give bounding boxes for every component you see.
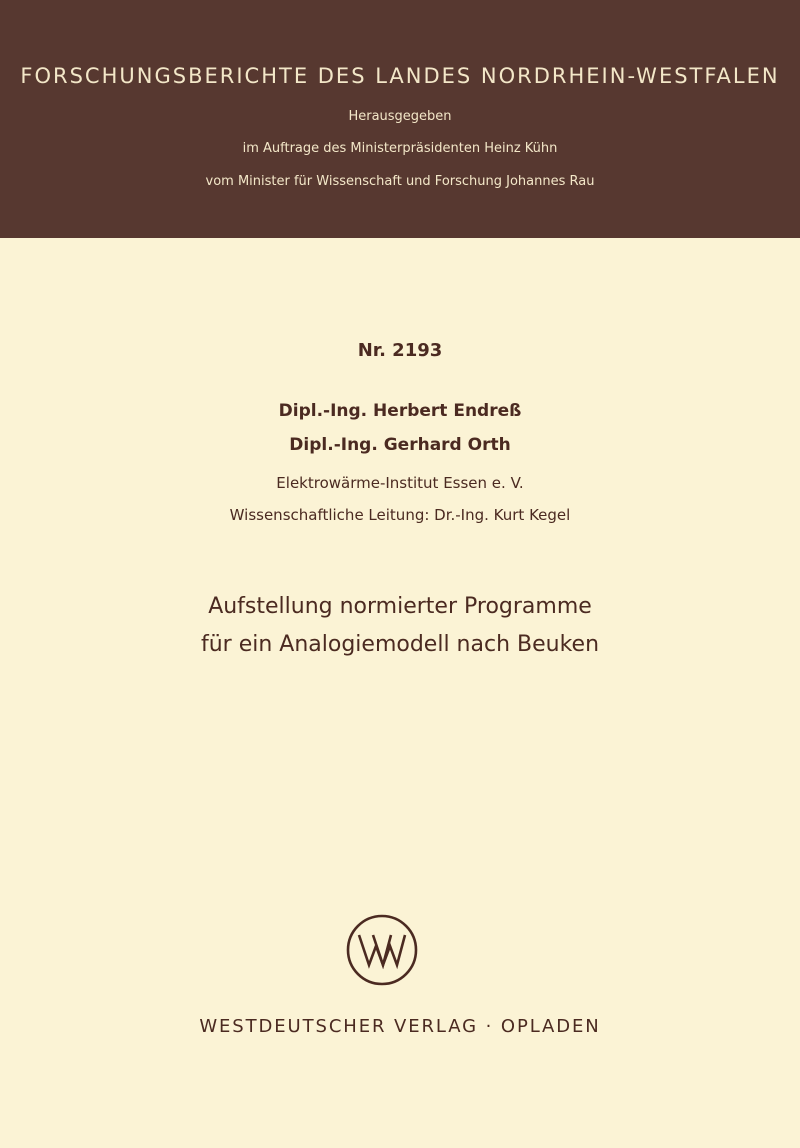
author-gerhard-orth: Dipl.-Ing. Gerhard Orth [289,435,511,455]
publisher-note-3: vom Minister für Wissenschaft und Forschung Johannes Rau [205,174,595,189]
publisher-note-2: im Auftrage des Ministerpräsidenten Heinz Kühn [242,141,558,156]
book-title-line-2: für ein Analogiemodell nach Beuken [200,632,600,657]
publisher-imprint: WESTDEUTSCHER VERLAG · OPLADEN [199,1016,601,1037]
report-number: Nr. 2193 [357,340,443,361]
publisher-note-1: Herausgegeben [348,109,452,124]
scientific-leadership: Wissenschaftliche Leitung: Dr.-Ing. Kurt Kegel [229,506,571,524]
institute-name: Elektrowärme-Institut Essen e. V. [276,474,524,492]
series-title: FORSCHUNGSBERICHTE DES LANDES NORDRHEIN-WESTFALEN [20,64,780,88]
header-band [0,0,800,238]
book-title-line-1: Aufstellung normierter Programme [208,594,592,619]
author-herbert-endress: Dipl.-Ing. Herbert Endreß [278,401,522,421]
ww-publisher-logo-icon [345,913,419,987]
